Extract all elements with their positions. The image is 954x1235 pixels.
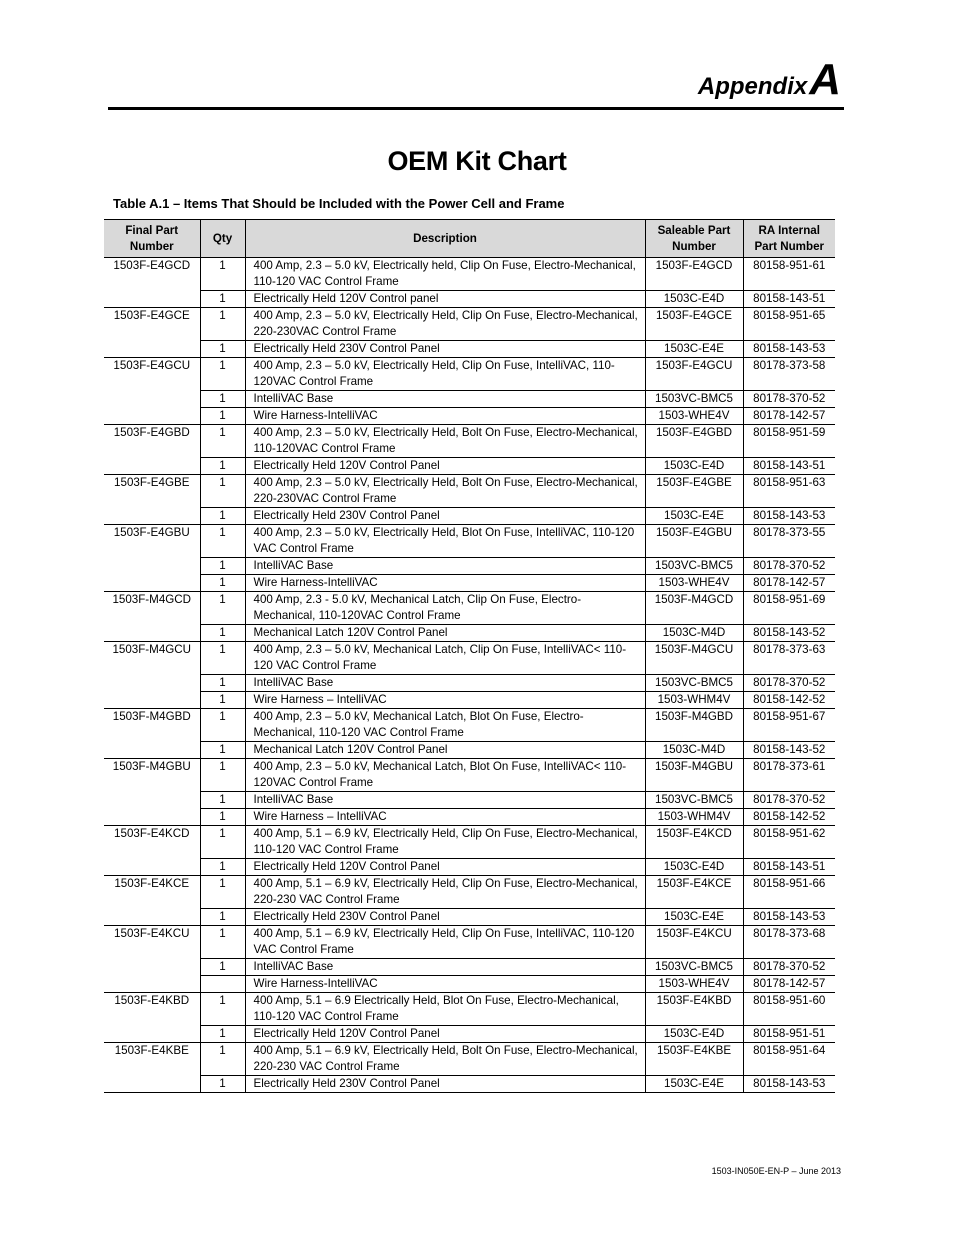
qty-cell: 1: [200, 993, 245, 1026]
final-part-cell: 1503F-M4GCU: [104, 642, 200, 675]
saleable-part-cell: 1503-WHE4V: [645, 575, 743, 592]
table-row: [104, 575, 835, 592]
qty-cell: 1: [200, 525, 245, 558]
qty-cell: 1: [200, 425, 245, 458]
final-part-cell: 1503F-E4KCD: [104, 826, 200, 859]
qty-cell: 1: [200, 258, 245, 291]
column-header-description: Description: [245, 220, 645, 258]
description-cell: Wire Harness – IntelliVAC: [245, 809, 645, 826]
ra-internal-part-cell: 80158-951-66: [743, 876, 835, 909]
ra-internal-part-cell: 80158-951-61: [743, 258, 835, 291]
saleable-part-cell: 1503C-E4E: [645, 1076, 743, 1093]
qty-cell: 1: [200, 291, 245, 308]
saleable-part-cell: 1503C-E4D: [645, 859, 743, 876]
description-cell: Electrically Held 230V Control Panel: [245, 909, 645, 926]
description-cell: Electrically Held 120V Control Panel: [245, 458, 645, 475]
saleable-part-cell: 1503VC-BMC5: [645, 558, 743, 575]
appendix-heading: [697, 55, 841, 104]
saleable-part-cell: 1503-WHE4V: [645, 976, 743, 993]
ra-internal-part-cell: 80158-951-67: [743, 709, 835, 742]
ra-internal-part-cell: 80178-142-57: [743, 976, 835, 993]
table-row: [104, 993, 835, 1026]
final-part-cell: [104, 391, 200, 408]
description-cell: 400 Amp, 2.3 – 5.0 kV, Electrically Held, Clip On Fuse, Electro-Mechanical, 220-230VAC Control Frame: [245, 308, 645, 341]
ra-internal-part-cell: 80158-143-51: [743, 291, 835, 308]
description-cell: Electrically Held 120V Control Panel: [245, 1026, 645, 1043]
saleable-part-cell: 1503C-E4D: [645, 291, 743, 308]
final-part-cell: [104, 859, 200, 876]
table-row: [104, 592, 835, 625]
description-cell: Electrically Held 230V Control Panel: [245, 341, 645, 358]
ra-internal-part-cell: 80158-951-62: [743, 826, 835, 859]
qty-cell: 1: [200, 358, 245, 391]
ra-internal-part-cell: 80158-143-52: [743, 742, 835, 759]
qty-cell: 1: [200, 308, 245, 341]
qty-cell: 1: [200, 341, 245, 358]
table-row: [104, 926, 835, 959]
qty-cell: 1: [200, 692, 245, 709]
ra-internal-part-cell: 80158-143-53: [743, 508, 835, 525]
ra-internal-part-cell: 80158-142-52: [743, 692, 835, 709]
final-part-cell: 1503F-E4KCU: [104, 926, 200, 959]
saleable-part-cell: 1503F-E4KCU: [645, 926, 743, 959]
ra-internal-part-cell: 80178-370-52: [743, 391, 835, 408]
table-row: [104, 625, 835, 642]
table-row: [104, 675, 835, 692]
ra-internal-part-cell: 80158-951-64: [743, 1043, 835, 1076]
qty-cell: 1: [200, 876, 245, 909]
qty-cell: 1: [200, 1026, 245, 1043]
qty-cell: 1: [200, 642, 245, 675]
table-row: [104, 475, 835, 508]
qty-cell: 1: [200, 959, 245, 976]
table-row: [104, 341, 835, 358]
final-part-cell: [104, 809, 200, 826]
final-part-cell: 1503F-M4GCD: [104, 592, 200, 625]
saleable-part-cell: 1503F-E4GCU: [645, 358, 743, 391]
saleable-part-cell: 1503-WHM4V: [645, 809, 743, 826]
final-part-cell: [104, 575, 200, 592]
table-row: [104, 876, 835, 909]
table-row: [104, 508, 835, 525]
description-cell: Electrically Held 120V Control panel: [245, 291, 645, 308]
description-cell: 400 Amp, 2.3 – 5.0 kV, Electrically Held, Clip On Fuse, IntelliVAC, 110-120VAC Control Frame: [245, 358, 645, 391]
final-part-cell: [104, 341, 200, 358]
final-part-cell: [104, 558, 200, 575]
saleable-part-cell: 1503VC-BMC5: [645, 792, 743, 809]
saleable-part-cell: 1503C-E4E: [645, 508, 743, 525]
ra-internal-part-cell: 80178-370-52: [743, 792, 835, 809]
table-row: [104, 709, 835, 742]
qty-cell: 1: [200, 675, 245, 692]
table-row: [104, 458, 835, 475]
description-cell: 400 Amp, 2.3 – 5.0 kV, Mechanical Latch, Blot On Fuse, Electro-Mechanical, 110-120 VAC Control Frame: [245, 709, 645, 742]
table-row: [104, 558, 835, 575]
table-row: [104, 358, 835, 391]
qty-cell: 1: [200, 859, 245, 876]
saleable-part-cell: 1503VC-BMC5: [645, 675, 743, 692]
column-header-final-part: Final Part Number: [104, 220, 200, 258]
table-row: [104, 792, 835, 809]
description-cell: Electrically Held 120V Control Panel: [245, 859, 645, 876]
saleable-part-cell: 1503C-E4D: [645, 1026, 743, 1043]
description-cell: Mechanical Latch 120V Control Panel: [245, 742, 645, 759]
header-rule: [108, 107, 844, 110]
saleable-part-cell: 1503F-E4GBD: [645, 425, 743, 458]
column-header-ra-internal-part: RA Internal Part Number: [743, 220, 835, 258]
table-caption: Table A.1 – Items That Should be Included with the Power Cell and Frame: [113, 196, 565, 211]
description-cell: 400 Amp, 2.3 – 5.0 kV, Electrically Held, Blot On Fuse, IntelliVAC, 110-120 VAC Control Frame: [245, 525, 645, 558]
appendix-word: Appendix: [697, 73, 808, 100]
final-part-cell: 1503F-E4GCU: [104, 358, 200, 391]
saleable-part-cell: 1503F-M4GBD: [645, 709, 743, 742]
qty-cell: 1: [200, 558, 245, 575]
column-header-saleable-part: Saleable Part Number: [645, 220, 743, 258]
table-row: [104, 258, 835, 291]
table-row: [104, 826, 835, 859]
final-part-cell: [104, 1076, 200, 1093]
description-cell: Wire Harness – IntelliVAC: [245, 692, 645, 709]
qty-cell: 1: [200, 458, 245, 475]
ra-internal-part-cell: 80178-373-63: [743, 642, 835, 675]
description-cell: IntelliVAC Base: [245, 675, 645, 692]
final-part-cell: [104, 408, 200, 425]
ra-internal-part-cell: 80158-143-52: [743, 625, 835, 642]
final-part-cell: 1503F-E4GCE: [104, 308, 200, 341]
table-header-row: [104, 220, 835, 258]
description-cell: IntelliVAC Base: [245, 959, 645, 976]
ra-internal-part-cell: 80158-143-51: [743, 458, 835, 475]
saleable-part-cell: 1503F-E4GCE: [645, 308, 743, 341]
final-part-cell: 1503F-E4GCD: [104, 258, 200, 291]
description-cell: IntelliVAC Base: [245, 391, 645, 408]
saleable-part-cell: 1503VC-BMC5: [645, 959, 743, 976]
ra-internal-part-cell: 80158-951-63: [743, 475, 835, 508]
qty-cell: 1: [200, 408, 245, 425]
qty-cell: 1: [200, 508, 245, 525]
ra-internal-part-cell: 80158-951-51: [743, 1026, 835, 1043]
footer-doc-id: 1503-IN050E-EN-P – June 2013: [711, 1166, 841, 1176]
table-row: [104, 742, 835, 759]
final-part-cell: 1503F-M4GBD: [104, 709, 200, 742]
final-part-cell: [104, 976, 200, 993]
ra-internal-part-cell: 80158-143-53: [743, 341, 835, 358]
description-cell: 400 Amp, 2.3 – 5.0 kV, Electrically held, Clip On Fuse, Electro-Mechanical, 110-120 VAC Control Frame: [245, 258, 645, 291]
qty-cell: 1: [200, 759, 245, 792]
table-row: [104, 909, 835, 926]
saleable-part-cell: 1503F-M4GBU: [645, 759, 743, 792]
qty-cell: 1: [200, 1043, 245, 1076]
final-part-cell: [104, 742, 200, 759]
description-cell: 400 Amp, 2.3 - 5.0 kV, Mechanical Latch, Clip On Fuse, Electro-Mechanical, 110-120VAC Control Frame: [245, 592, 645, 625]
qty-cell: 1: [200, 575, 245, 592]
saleable-part-cell: 1503F-M4GCU: [645, 642, 743, 675]
saleable-part-cell: 1503C-M4D: [645, 742, 743, 759]
ra-internal-part-cell: 80178-142-57: [743, 575, 835, 592]
final-part-cell: 1503F-M4GBU: [104, 759, 200, 792]
saleable-part-cell: 1503-WHE4V: [645, 408, 743, 425]
column-header-qty: Qty: [200, 220, 245, 258]
table-row: [104, 976, 835, 993]
table-row: [104, 959, 835, 976]
final-part-cell: [104, 909, 200, 926]
qty-cell: 1: [200, 826, 245, 859]
saleable-part-cell: 1503F-E4KBD: [645, 993, 743, 1026]
saleable-part-cell: 1503F-E4KBE: [645, 1043, 743, 1076]
final-part-cell: 1503F-E4GBD: [104, 425, 200, 458]
description-cell: 400 Amp, 5.1 – 6.9 kV, Electrically Held, Clip On Fuse, IntelliVAC, 110-120 VAC Control Frame: [245, 926, 645, 959]
ra-internal-part-cell: 80178-373-58: [743, 358, 835, 391]
ra-internal-part-cell: 80178-370-52: [743, 558, 835, 575]
description-cell: Mechanical Latch 120V Control Panel: [245, 625, 645, 642]
qty-cell: 1: [200, 709, 245, 742]
table-body: [104, 258, 835, 1093]
description-cell: 400 Amp, 2.3 – 5.0 kV, Mechanical Latch, Blot On Fuse, IntelliVAC< 110-120VAC Control Frame: [245, 759, 645, 792]
description-cell: IntelliVAC Base: [245, 792, 645, 809]
final-part-cell: [104, 508, 200, 525]
ra-internal-part-cell: 80158-143-53: [743, 1076, 835, 1093]
final-part-cell: 1503F-E4KCE: [104, 876, 200, 909]
description-cell: Electrically Held 230V Control Panel: [245, 1076, 645, 1093]
description-cell: Wire Harness-IntelliVAC: [245, 976, 645, 993]
description-cell: 400 Amp, 5.1 – 6.9 kV, Electrically Held, Bolt On Fuse, Electro-Mechanical, 220-230 VAC Control Frame: [245, 1043, 645, 1076]
description-cell: IntelliVAC Base: [245, 558, 645, 575]
final-part-cell: 1503F-E4GBE: [104, 475, 200, 508]
qty-cell: 1: [200, 475, 245, 508]
table-row: [104, 525, 835, 558]
table-row: [104, 291, 835, 308]
qty-cell: 1: [200, 391, 245, 408]
saleable-part-cell: 1503F-E4GCD: [645, 258, 743, 291]
appendix-letter: A: [809, 55, 841, 104]
saleable-part-cell: 1503-WHM4V: [645, 692, 743, 709]
description-cell: 400 Amp, 5.1 – 6.9 kV, Electrically Held, Clip On Fuse, Electro-Mechanical, 110-120 VAC Control Frame: [245, 826, 645, 859]
saleable-part-cell: 1503F-E4GBU: [645, 525, 743, 558]
ra-internal-part-cell: 80158-951-69: [743, 592, 835, 625]
ra-internal-part-cell: 80158-951-65: [743, 308, 835, 341]
ra-internal-part-cell: 80158-142-52: [743, 809, 835, 826]
qty-cell: 1: [200, 625, 245, 642]
table-row: [104, 1076, 835, 1093]
ra-internal-part-cell: 80158-143-53: [743, 909, 835, 926]
ra-internal-part-cell: 80158-951-59: [743, 425, 835, 458]
final-part-cell: 1503F-E4KBE: [104, 1043, 200, 1076]
saleable-part-cell: 1503F-E4GBE: [645, 475, 743, 508]
table-row: [104, 1026, 835, 1043]
page-title: OEM Kit Chart: [387, 146, 567, 176]
table-row: [104, 1043, 835, 1076]
table-row: [104, 391, 835, 408]
table-row: [104, 408, 835, 425]
saleable-part-cell: 1503C-M4D: [645, 625, 743, 642]
final-part-cell: [104, 458, 200, 475]
saleable-part-cell: 1503F-E4KCE: [645, 876, 743, 909]
ra-internal-part-cell: 80178-370-52: [743, 959, 835, 976]
qty-cell: [200, 976, 245, 993]
ra-internal-part-cell: 80178-370-52: [743, 675, 835, 692]
table-row: [104, 308, 835, 341]
oem-kit-table: [104, 219, 835, 1093]
table-row: [104, 759, 835, 792]
description-cell: Electrically Held 230V Control Panel: [245, 508, 645, 525]
final-part-cell: 1503F-E4KBD: [104, 993, 200, 1026]
qty-cell: 1: [200, 1076, 245, 1093]
ra-internal-part-cell: 80178-142-57: [743, 408, 835, 425]
qty-cell: 1: [200, 809, 245, 826]
ra-internal-part-cell: 80178-373-55: [743, 525, 835, 558]
qty-cell: 1: [200, 926, 245, 959]
qty-cell: 1: [200, 909, 245, 926]
saleable-part-cell: 1503C-E4E: [645, 341, 743, 358]
description-cell: 400 Amp, 5.1 – 6.9 Electrically Held, Blot On Fuse, Electro-Mechanical, 110-120 VAC Control Frame: [245, 993, 645, 1026]
saleable-part-cell: 1503F-E4KCD: [645, 826, 743, 859]
saleable-part-cell: 1503VC-BMC5: [645, 391, 743, 408]
table-row: [104, 642, 835, 675]
description-cell: 400 Amp, 2.3 – 5.0 kV, Electrically Held, Bolt On Fuse, Electro-Mechanical, 220-230VAC Control Frame: [245, 475, 645, 508]
final-part-cell: [104, 291, 200, 308]
saleable-part-cell: 1503F-M4GCD: [645, 592, 743, 625]
table-row: [104, 809, 835, 826]
final-part-cell: [104, 692, 200, 709]
ra-internal-part-cell: 80178-373-68: [743, 926, 835, 959]
final-part-cell: 1503F-E4GBU: [104, 525, 200, 558]
final-part-cell: [104, 625, 200, 642]
saleable-part-cell: 1503C-E4D: [645, 458, 743, 475]
description-cell: 400 Amp, 2.3 – 5.0 kV, Mechanical Latch, Clip On Fuse, IntelliVAC< 110-120 VAC Control Frame: [245, 642, 645, 675]
table-row: [104, 859, 835, 876]
ra-internal-part-cell: 80158-951-60: [743, 993, 835, 1026]
qty-cell: 1: [200, 592, 245, 625]
ra-internal-part-cell: 80178-373-61: [743, 759, 835, 792]
final-part-cell: [104, 959, 200, 976]
ra-internal-part-cell: 80158-143-51: [743, 859, 835, 876]
final-part-cell: [104, 1026, 200, 1043]
saleable-part-cell: 1503C-E4E: [645, 909, 743, 926]
description-cell: Wire Harness-IntelliVAC: [245, 575, 645, 592]
table-row: [104, 692, 835, 709]
description-cell: Wire Harness-IntelliVAC: [245, 408, 645, 425]
qty-cell: 1: [200, 742, 245, 759]
description-cell: 400 Amp, 5.1 – 6.9 kV, Electrically Held, Clip On Fuse, Electro-Mechanical, 220-230 VAC Control Frame: [245, 876, 645, 909]
final-part-cell: [104, 792, 200, 809]
table-row: [104, 425, 835, 458]
final-part-cell: [104, 675, 200, 692]
qty-cell: 1: [200, 792, 245, 809]
description-cell: 400 Amp, 2.3 – 5.0 kV, Electrically Held, Bolt On Fuse, Electro-Mechanical, 110-120VAC Control Frame: [245, 425, 645, 458]
